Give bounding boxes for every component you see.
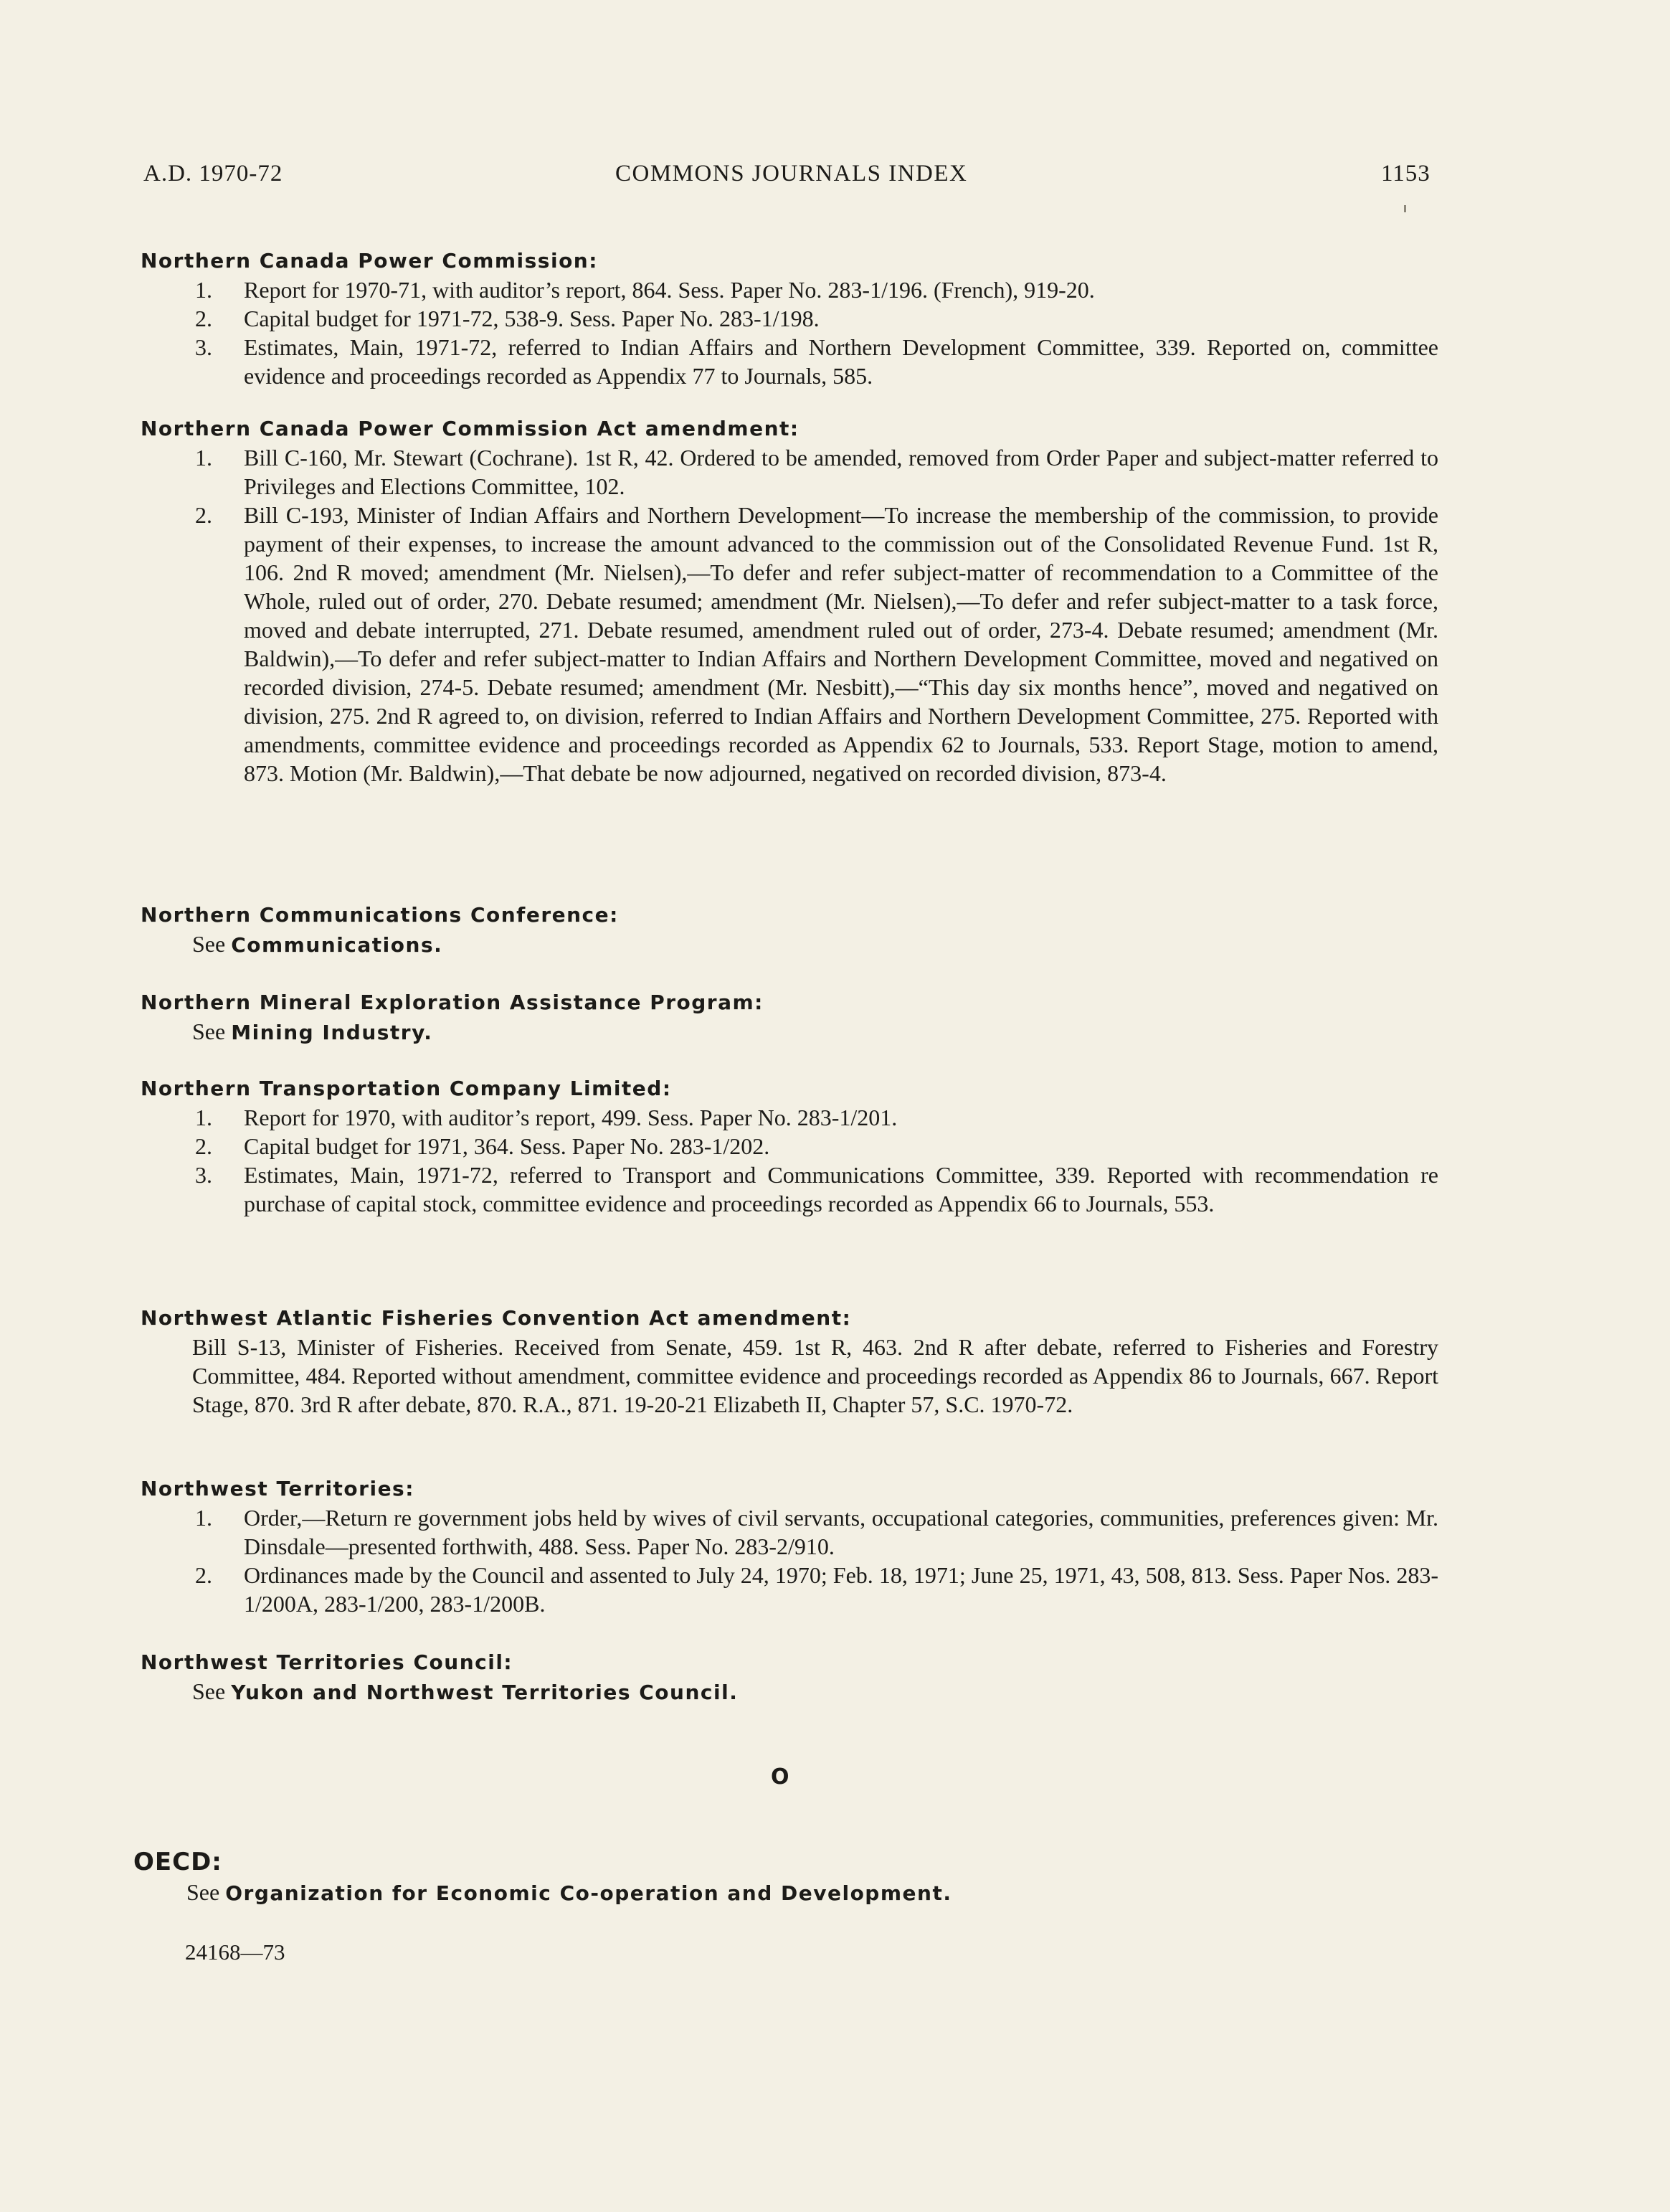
entry-oecd [133, 1846, 1431, 1908]
item-number: 2. [195, 502, 212, 528]
entry-ncpc-act-amendment [141, 415, 1438, 788]
see-prefix: See [186, 1879, 220, 1905]
entry-heading: Northern Communications Conference: [141, 903, 619, 927]
page-number: 1153 [1381, 161, 1431, 186]
item-number: 2. [195, 1133, 212, 1159]
item-text: Bill C-193, Minister of Indian Affairs and Northern Development—To increase the membership of the commission, to provide payment of their expenses, to increase the amount advanced to the commission out of the Consolidated Revenue Fund. 1st R, 106. 2nd R moved; amendment (Mr. Nielsen),—To defer and refer subject-matter of recommendation to a Committee of the Whole, ruled out of order, 270. Debate resumed; amendment (Mr. Nielsen),—To defer and refer subject-matter to a task force, moved and debate interrupted, 271. Debate resumed, amendment ruled out of order, 273-4. Debate resumed; amendment (Mr. Baldwin),—To defer and refer subject-matter to Indian Affairs and Northern Development Committee, moved and negatived on recorded division, 274-5. Debate resumed; amendment (Mr. Nesbitt),—“This day six months hence”, moved and negatived on division, 275. 2nd R agreed to, on division, referred to Indian Affairs and Northern Development Committee, 275. Reported with amendments, committee evidence and proceedings recorded as Appendix 62 to Journals, 533. Report Stage, motion to amend, 873. Motion (Mr. Baldwin),—That debate be now adjourned, negatived on recorded division, 873-4. [244, 502, 1438, 786]
item-number: 2. [195, 306, 212, 331]
entry-northern-canada-power-commission [141, 247, 1438, 390]
entry-heading: Northern Transportation Company Limited: [141, 1077, 672, 1100]
entry-northwest-territories [141, 1475, 1438, 1618]
header-title: COMMONS JOURNALS INDEX [615, 161, 968, 186]
see-target: Yukon and Northwest Territories Council. [231, 1681, 739, 1704]
entry-heading: Northwest Atlantic Fisheries Convention Act amendment: [141, 1306, 852, 1330]
item-number: 1. [195, 277, 212, 303]
item-number: 1. [195, 445, 212, 471]
entry-northern-mineral-exploration [141, 988, 1438, 1047]
list-item [141, 1561, 1438, 1618]
item-text: Estimates, Main, 1971-72, referred to Indian Affairs and Northern Development Committee, 339. Reported on, committee evidence and proceedings recorded as Appendix 77 to Journals, 585. [244, 334, 1438, 389]
list-item [141, 304, 1438, 333]
item-text: Report for 1970-71, with auditor’s report, 864. Sess. Paper No. 283-1/196. (French), 919-20. [244, 277, 1095, 303]
header-date-range: A.D. 1970-72 [143, 161, 283, 186]
item-number: 3. [195, 334, 212, 360]
see-reference [141, 1017, 1438, 1047]
item-number: 2. [195, 1562, 212, 1588]
see-prefix: See [192, 1018, 226, 1044]
see-reference [133, 1878, 1431, 1908]
entry-heading: Northwest Territories: [141, 1477, 414, 1500]
item-text: Order,—Return re government jobs held by wives of civil servants, occupational categories, communities, preferences given: Mr. Dinsdale—presented forthwith, 488. Sess. Paper No. 283-2/910. [244, 1505, 1438, 1559]
list-item [141, 1161, 1438, 1218]
list-item [141, 443, 1438, 501]
entry-heading: Northwest Territories Council: [141, 1650, 513, 1674]
item-number: 1. [195, 1505, 212, 1531]
list-item [141, 1132, 1438, 1161]
see-target: Organization for Economic Co-operation and Development. [225, 1881, 952, 1905]
list-item [141, 501, 1438, 788]
see-target: Communications. [231, 933, 443, 957]
list-item [141, 333, 1438, 390]
bill-text: Bill S-13, Minister of Fisheries. Received from Senate, 459. 1st R, 463. 2nd R after debate, referred to Fisheries and Forestry Committee, 484. Reported without amendment, committee evidence and proceedings recorded as Appendix 86 to Journals, 667. Report Stage, 870. 3rd R after debate, 870. R.A., 871. 19-20-21 Elizabeth II, Chapter 57, S.C. 1970-72. [192, 1334, 1438, 1417]
item-text: Capital budget for 1971, 364. Sess. Paper No. 283-1/202. [244, 1133, 770, 1159]
list-item [141, 1503, 1438, 1561]
entry-nw-atlantic-fisheries-act [141, 1304, 1438, 1419]
item-text: Ordinances made by the Council and assented to July 24, 1970; Feb. 18, 1971; June 25, 1971, 43, 508, 813. Sess. Paper Nos. 283-1/200A, 283-1/200, 283-1/200B. [244, 1562, 1438, 1617]
item-number: 1. [195, 1105, 212, 1130]
section-letter: O [771, 1764, 789, 1790]
item-number: 3. [195, 1162, 212, 1188]
entry-northern-transportation-company [141, 1074, 1438, 1218]
print-mark [1404, 205, 1406, 212]
item-text: Bill C-160, Mr. Stewart (Cochrane). 1st R, 42. Ordered to be amended, removed from Order Paper and subject-matter referred to Privileges and Elections Committee, 102. [244, 445, 1438, 499]
item-text: Estimates, Main, 1971-72, referred to Transport and Communications Committee, 339. Reported with recommendation re purchase of capital stock, committee evidence and proceedings recorded as Appendix 66 to Journals, 553. [244, 1162, 1438, 1216]
entry-heading: Northern Canada Power Commission: [141, 249, 598, 273]
entry-heading: Northern Canada Power Commission Act amendment: [141, 417, 800, 440]
footer-code: 24168—73 [185, 1939, 285, 1965]
entry-northwest-territories-council [141, 1648, 1438, 1707]
list-item [141, 275, 1438, 304]
see-prefix: See [192, 931, 226, 957]
see-target: Mining Industry. [231, 1021, 433, 1044]
entry-northern-communications-conference [141, 901, 1438, 960]
item-text: Capital budget for 1971-72, 538-9. Sess. Paper No. 283-1/198. [244, 306, 820, 331]
item-text: Report for 1970, with auditor’s report, 499. Sess. Paper No. 283-1/201. [244, 1105, 898, 1130]
see-prefix: See [192, 1678, 226, 1704]
entry-heading: Northern Mineral Exploration Assistance Program: [141, 991, 764, 1014]
see-reference [141, 930, 1438, 960]
see-reference [141, 1677, 1438, 1707]
entry-heading: OECD: [133, 1848, 222, 1876]
list-item [141, 1103, 1438, 1132]
